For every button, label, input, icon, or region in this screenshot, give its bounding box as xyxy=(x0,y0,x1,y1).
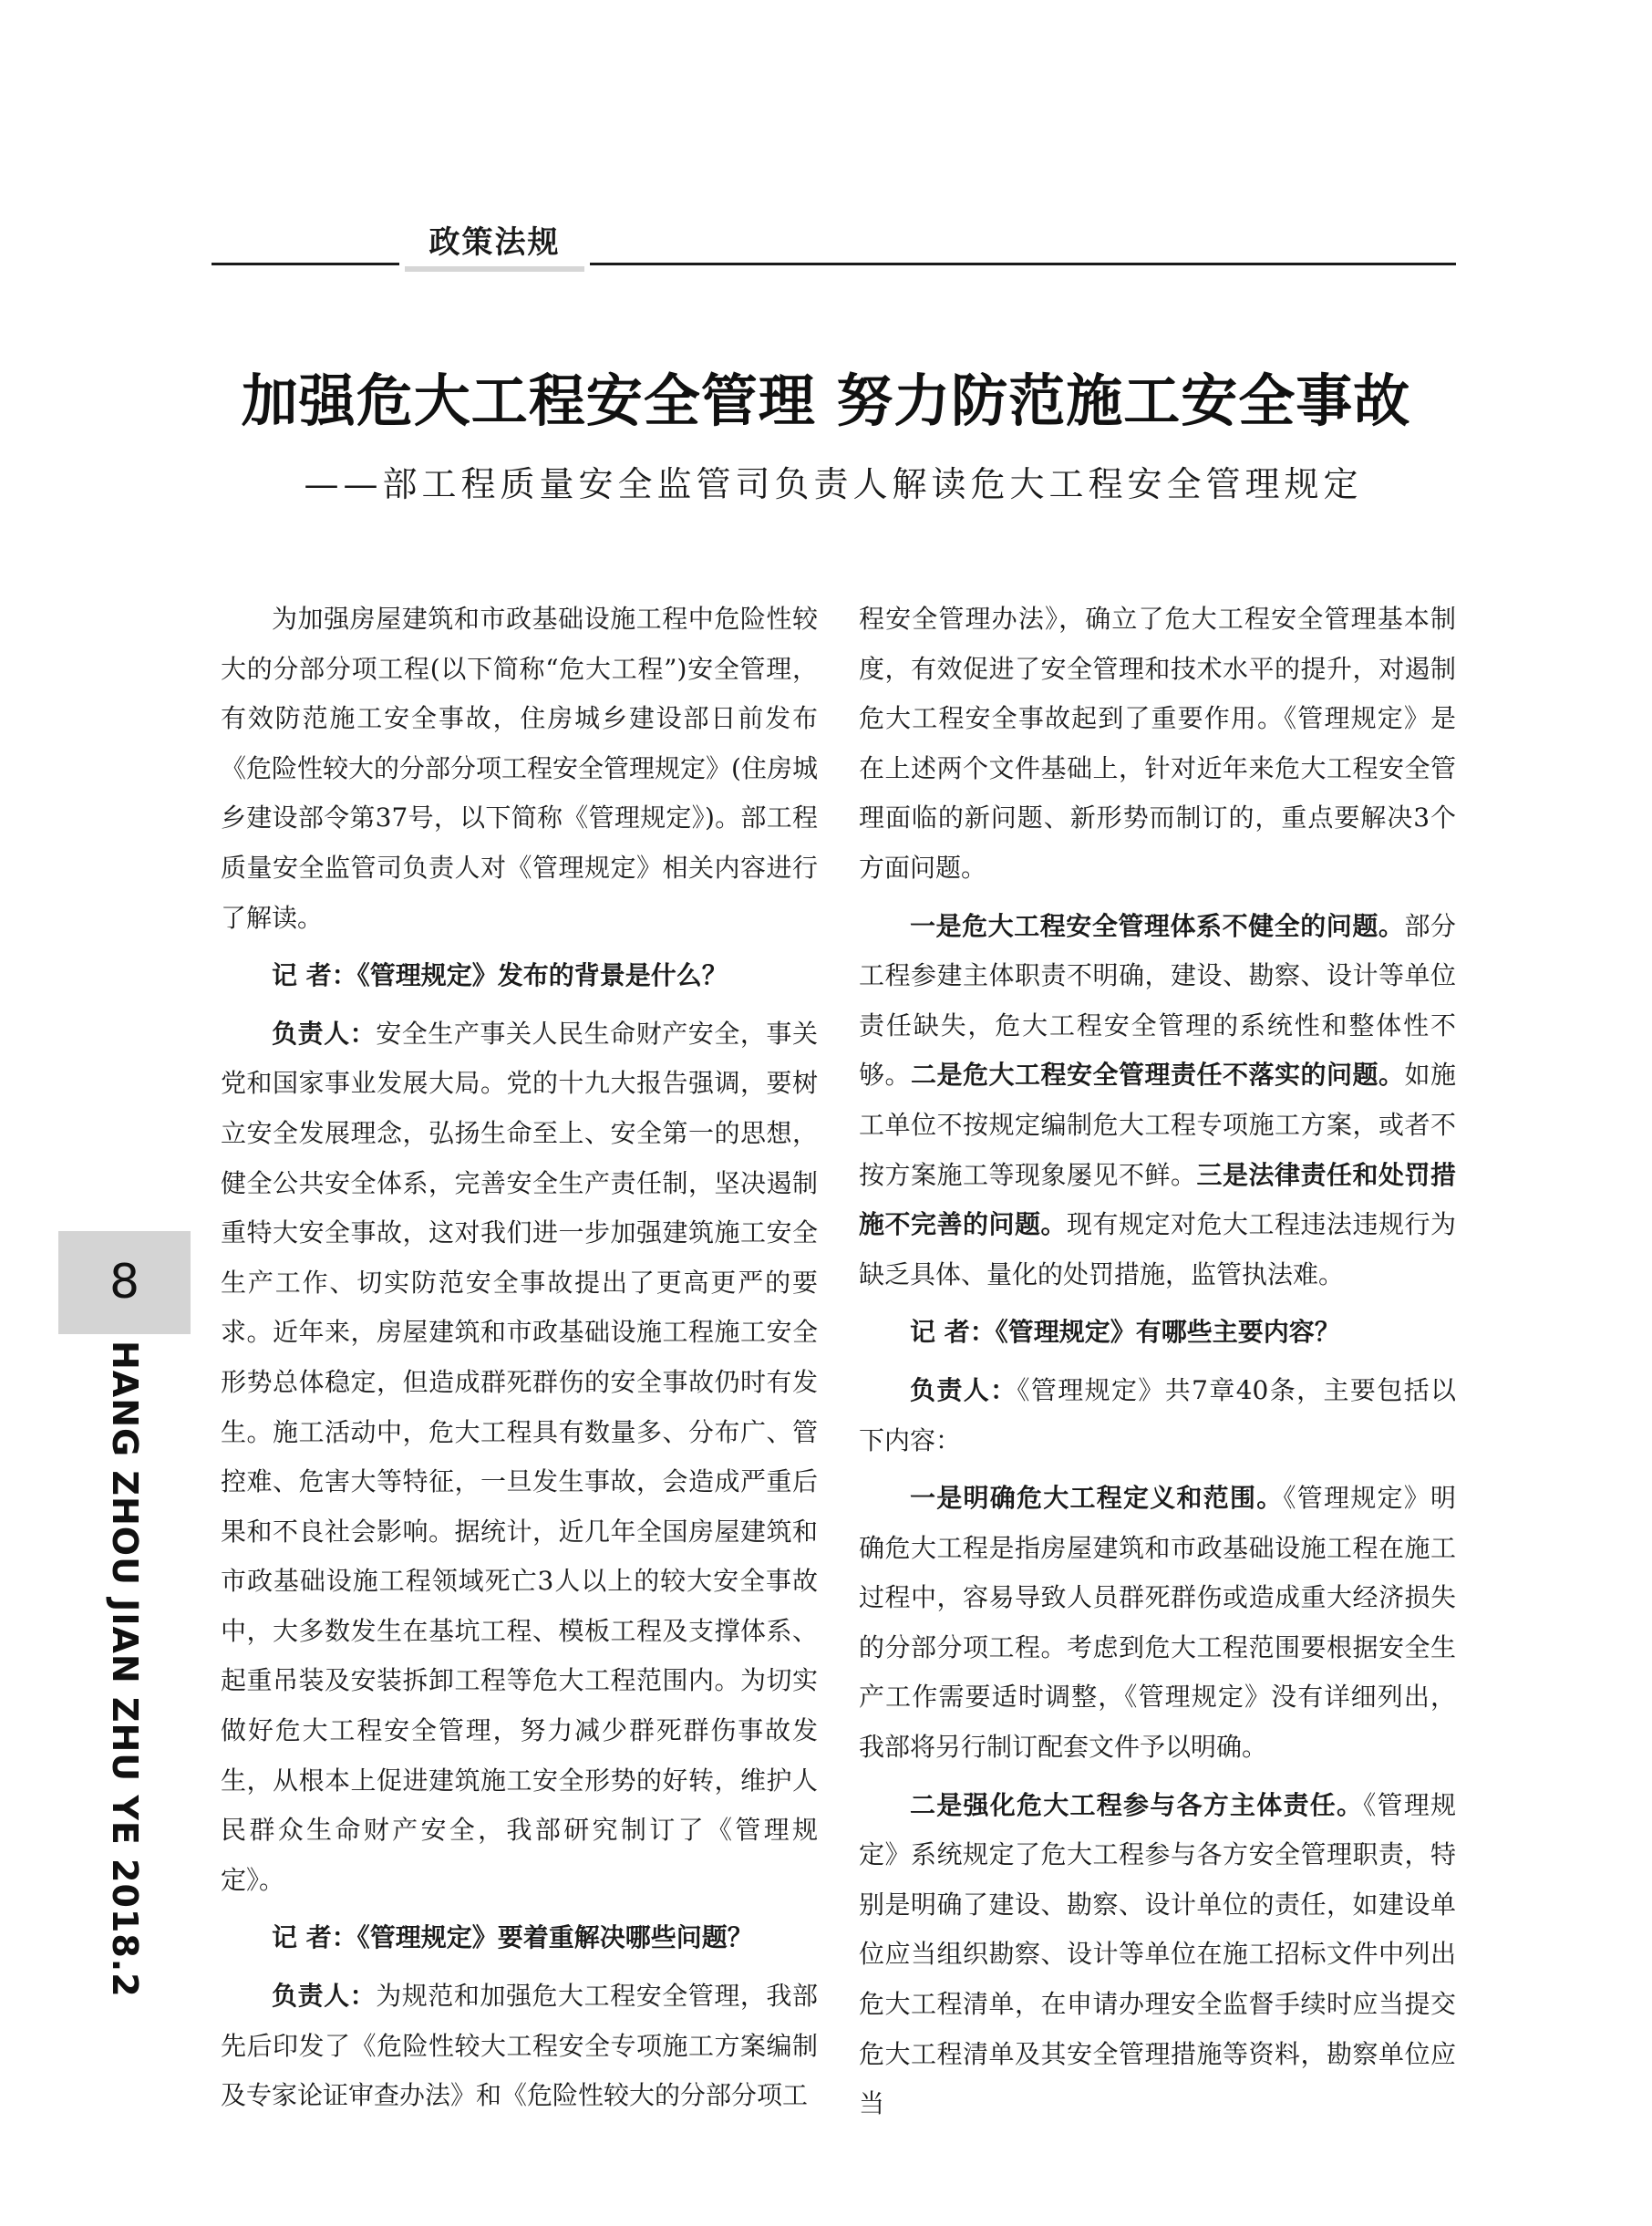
problem-3-heading: 三是法律责任和处罚措施不完善的问题。 xyxy=(859,1159,1456,1240)
question-1 xyxy=(221,951,818,1001)
answer-text: 《管理规定》共7章40条，主要包括以下内容： xyxy=(859,1374,1456,1455)
continued-paragraph: 程安全管理办法》，确立了危大工程安全管理基本制度，有效促进了安全管理和技术水平的提升，对遏制危大工程安全事故起到了重要作用。《管理规定》是在上述两个文件基础上，针对近年来危大工程安全管理面临的新问题、新形势而制订的，重点要解决3个方面问题。 xyxy=(859,604,1456,883)
answer-text: 为规范和加强危大工程安全管理，我部先后印发了《危险性较大工程安全专项施工方案编制及专家论证审查办法》和《危险性较大的分部分项工 xyxy=(221,1981,818,2111)
section-header xyxy=(212,224,1456,272)
official-label: 负责人： xyxy=(910,1374,1017,1405)
content-item-1 xyxy=(859,1474,1456,1773)
problem-3-text: 现有规定对危大工程违法违规行为缺乏具体、量化的处罚措施，监管执法难。 xyxy=(859,1209,1456,1289)
problem-1-heading: 一是危大工程安全管理体系不健全的问题。 xyxy=(910,910,1405,941)
official-label: 负责人： xyxy=(272,1018,377,1049)
item-1-heading: 一是明确危大工程定义和范围。 xyxy=(910,1483,1284,1514)
header-rule-right xyxy=(590,263,1456,265)
reporter-label: 记 者： xyxy=(272,960,357,991)
problem-1-text: 部分工程参建主体职责不明确，建设、勘察、设计等单位责任缺失，危大工程安全管理的系统性和整体性不够。 xyxy=(859,910,1456,1091)
problem-2-text: 如施工单位不按规定编制危大工程专项施工方案，或者不按方案施工等现象屡见不鲜。 xyxy=(859,1060,1456,1190)
header-rule-left xyxy=(212,263,399,265)
reporter-label: 记 者： xyxy=(910,1317,996,1348)
item-2-heading: 二是强化危大工程参与各方主体责任。 xyxy=(910,1789,1364,1820)
question-text: 《管理规定》发布的背景是什么？ xyxy=(356,960,728,991)
problem-2-heading: 二是危大工程安全管理责任不落实的问题。 xyxy=(911,1060,1405,1091)
content-item-2 xyxy=(859,1781,1456,2129)
question-3 xyxy=(859,1308,1456,1358)
answer-3 xyxy=(859,1366,1456,1465)
page-number: 8 xyxy=(58,1231,191,1334)
journal-issue-label: HANG ZHOU JIAN ZHU YE 2018.2 xyxy=(105,1341,145,1998)
answer-text: 安全生产事关人民生命财产安全，事关党和国家事业发展大局。党的十九大报告强调，要树立安全发展理念，弘扬生命至上、安全第一的思想，健全公共安全体系，完善安全生产责任制，坚决遏制重特大安全事故，这对我们进一步加强建筑施工安全生产工作、切实防范安全事故提出了更高更严的要求。近年来，房屋建筑和市政基础设施工程施工安全形势总体稳定，但造成群死群伤的安全事故仍时有发生。施工活动中，危大工程具有数量多、分布广、管控难、危害大等特征，一旦发生事故，会造成严重后果和不良社会影响。据统计，近几年全国房屋建筑和市政基础设施工程领域死亡3人以上的较大安全事故中，大多数发生在基坑工程、模板工程及支撑体系、起重吊装及安装拆卸工程等危大工程范围内。为切实做好危大工程安全管理，努力减少群死群伤事故发生，从根本上促进建筑施工安全形势的好转，维护人民群众生命财产安全，我部研究制订了《管理规定》。 xyxy=(221,1018,818,1895)
answer-1 xyxy=(221,1009,818,1906)
reporter-label: 记 者： xyxy=(272,1922,357,1953)
left-column xyxy=(221,595,818,2121)
question-2 xyxy=(221,1913,818,1963)
answer-2 xyxy=(221,1972,818,2121)
article-title: 加强危大工程安全管理 努力防范施工安全事故 xyxy=(241,368,1411,434)
question-text: 《管理规定》有哪些主要内容？ xyxy=(995,1317,1340,1348)
question-text: 《管理规定》要着重解决哪些问题？ xyxy=(356,1922,753,1953)
item-2-text: 《管理规定》系统规定了危大工程参与各方安全管理职责，特别是明确了建设、勘察、设计单位的责任，如建设单位应当组织勘察、设计等单位在施工招标文件中列出危大工程清单，在申请办理安全监督手续时应当提交危大工程清单及其安全管理措施等资料，勘察单位应当 xyxy=(859,1789,1456,2119)
article-subtitle: ——部工程质量安全监管司负责人解读危大工程安全管理规定 xyxy=(304,464,1363,504)
item-1-text: 《管理规定》明确危大工程是指房屋建筑和市政基础设施工程在施工过程中，容易导致人员群死群伤或造成重大经济损失的分部分项工程。考虑到危大工程范围要根据安全生产工作需要适时调整，《管理规定》没有详细列出，我部将另行制订配套文件予以明确。 xyxy=(859,1483,1456,1763)
official-label: 负责人： xyxy=(272,1981,377,2012)
right-column xyxy=(859,595,1456,2129)
intro-paragraph: 为加强房屋建筑和市政基础设施工程中危险性较大的分部分项工程(以下简称“危大工程”)安全管理，有效防范施工安全事故，住房城乡建设部日前发布《危险性较大的分部分项工程安全管理规定》(住房城乡建设部令第37号，以下简称《管理规定》)。部工程质量安全监管司负责人对《管理规定》相关内容进行了解读。 xyxy=(221,604,818,933)
section-label: 政策法规 xyxy=(405,224,584,272)
problems-paragraph xyxy=(859,902,1456,1300)
